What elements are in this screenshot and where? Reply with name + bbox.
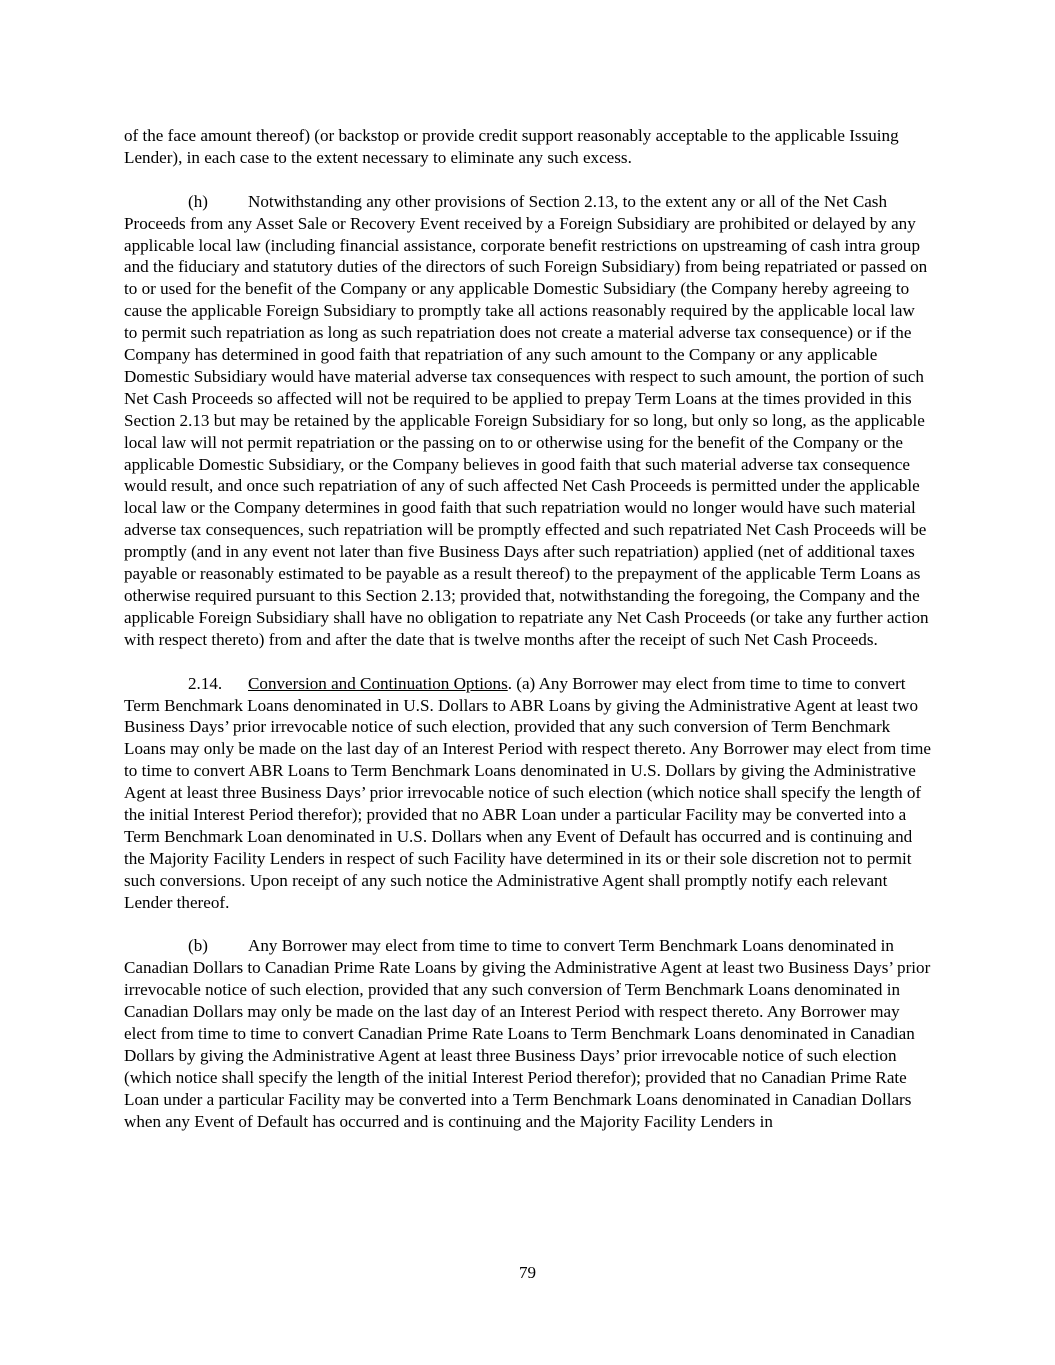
paragraph-h [124,191,932,651]
paragraph-label-b: (b) [188,936,208,956]
paragraph-continuation: of the face amount thereof) (or backstop or provide credit support reasonably acceptable to the applicable Issuing Lender), in each case to the extent necessary to eliminate any such excess. [124,126,899,167]
paragraph-label-h: (h) [188,191,208,211]
paragraph-b [124,935,932,1132]
section-heading: Conversion and Continuation Options [248,673,508,693]
paragraph-b-text: Any Borrower may elect from time to time to convert Term Benchmark Loans denominated in Canadian Dollars to Canadian Prime Rate Loans by giving the Administrative Agent at least two Business Days’ prior irrevocable notice of such election, provided that any such conversion of Term Benchmark Loans denominated in Canadian Dollars may only be made on the last day of an Interest Period with respect thereto. Any Borrower may elect from time to time to convert Canadian Prime Rate Loans to Term Benchmark Loans denominated in Canadian Dollars by giving the Administrative Agent at least three Business Days’ prior irrevocable notice of such election (which notice shall specify the length of the initial Interest Period therefor); provided that no Canadian Prime Rate Loan under a particular Facility may be converted into a Term Benchmark Loans denominated in Canadian Dollars when any Event of Default has occurred and is continuing and the Majority Facility Lenders in [124,936,931,1131]
document-page [124,125,932,1155]
section-2-14 [124,673,932,914]
paragraph-h-text: Notwithstanding any other provisions of Section 2.13, to the extent any or all of the Net Cash Proceeds from any Asset Sale or Recovery Event received by a Foreign Subsidiary are prohibited or delayed by any applicable local law (including financial assistance, corporate benefit restrictions on upstreaming of cash intra group and the fiduciary and statutory duties of the directors of such Foreign Subsidiary) from being repatriated or passed on to or used for the benefit of the Company or any applicable Domestic Subsidiary (the Company hereby agreeing to cause the applicable Foreign Subsidiary to promptly take all actions reasonably required by the applicable local law to permit such repatriation as long as such repatriation does not create a material adverse tax consequence) or if the Company has determined in good faith that repatriation of any such amount to the Company or any applicable Domestic Subsidiary would have material adverse tax consequences with respect to such amount, the portion of such Net Cash Proceeds so affected will not be required to be applied to prepay Term Loans at the times provided in this Section 2.13 but may be retained by the applicable Foreign Subsidiary for so long, but only so long, as the applicable local law will not permit repatriation or the passing on to or otherwise using for the benefit of the Company or the applicable Domestic Subsidiary, or the Company believes in good faith that such material adverse tax consequence would result, and once such repatriation of any of such affected Net Cash Proceeds is permitted under the applicable local law or the Company determines in good faith that such repatriation would no longer would have such material adverse tax consequences, such repatriation will be promptly effected and such repatriated Net Cash Proceeds will be promptly (and in any event not later than five Business Days after such repatriation) applied (net of additional taxes payable or reasonably estimated to be payable as a result thereof) to the prepayment of the applicable Term Loans as otherwise required pursuant to this Section 2.13; provided that, notwithstanding the foregoing, the Company and the applicable Foreign Subsidiary shall have no obligation to repatriate any Net Cash Proceeds (or take any further action with respect thereto) from and after the date that is twelve months after the receipt of such Net Cash Proceeds. [124,191,929,649]
page-number: 79 [518,1263,537,1282]
section-number: 2.14. [188,673,223,693]
section-2-14-text: . (a) Any Borrower may elect from time to time to convert Term Benchmark Loans denominated in U.S. Dollars to ABR Loans by giving the Administrative Agent at least two Business Days’ prior irrevocable notice of such election, provided that any such conversion of Term Benchmark Loans may only be made on the last day of an Interest Period with respect thereto. Any Borrower may elect from time to time to convert ABR Loans to Term Benchmark Loans denominated in U.S. Dollars by giving the Administrative Agent at least three Business Days’ prior irrevocable notice of such election (which notice shall specify the length of the initial Interest Period therefor); provided that no ABR Loan under a particular Facility may be converted into a Term Benchmark Loan denominated in U.S. Dollars when any Event of Default has occurred and is continuing and the Majority Facility Lenders in respect of such Facility have determined in its or their sole discretion not to permit such conversions. Upon receipt of any such notice the Administrative Agent shall promptly notify each relevant Lender thereof. [124,673,931,912]
